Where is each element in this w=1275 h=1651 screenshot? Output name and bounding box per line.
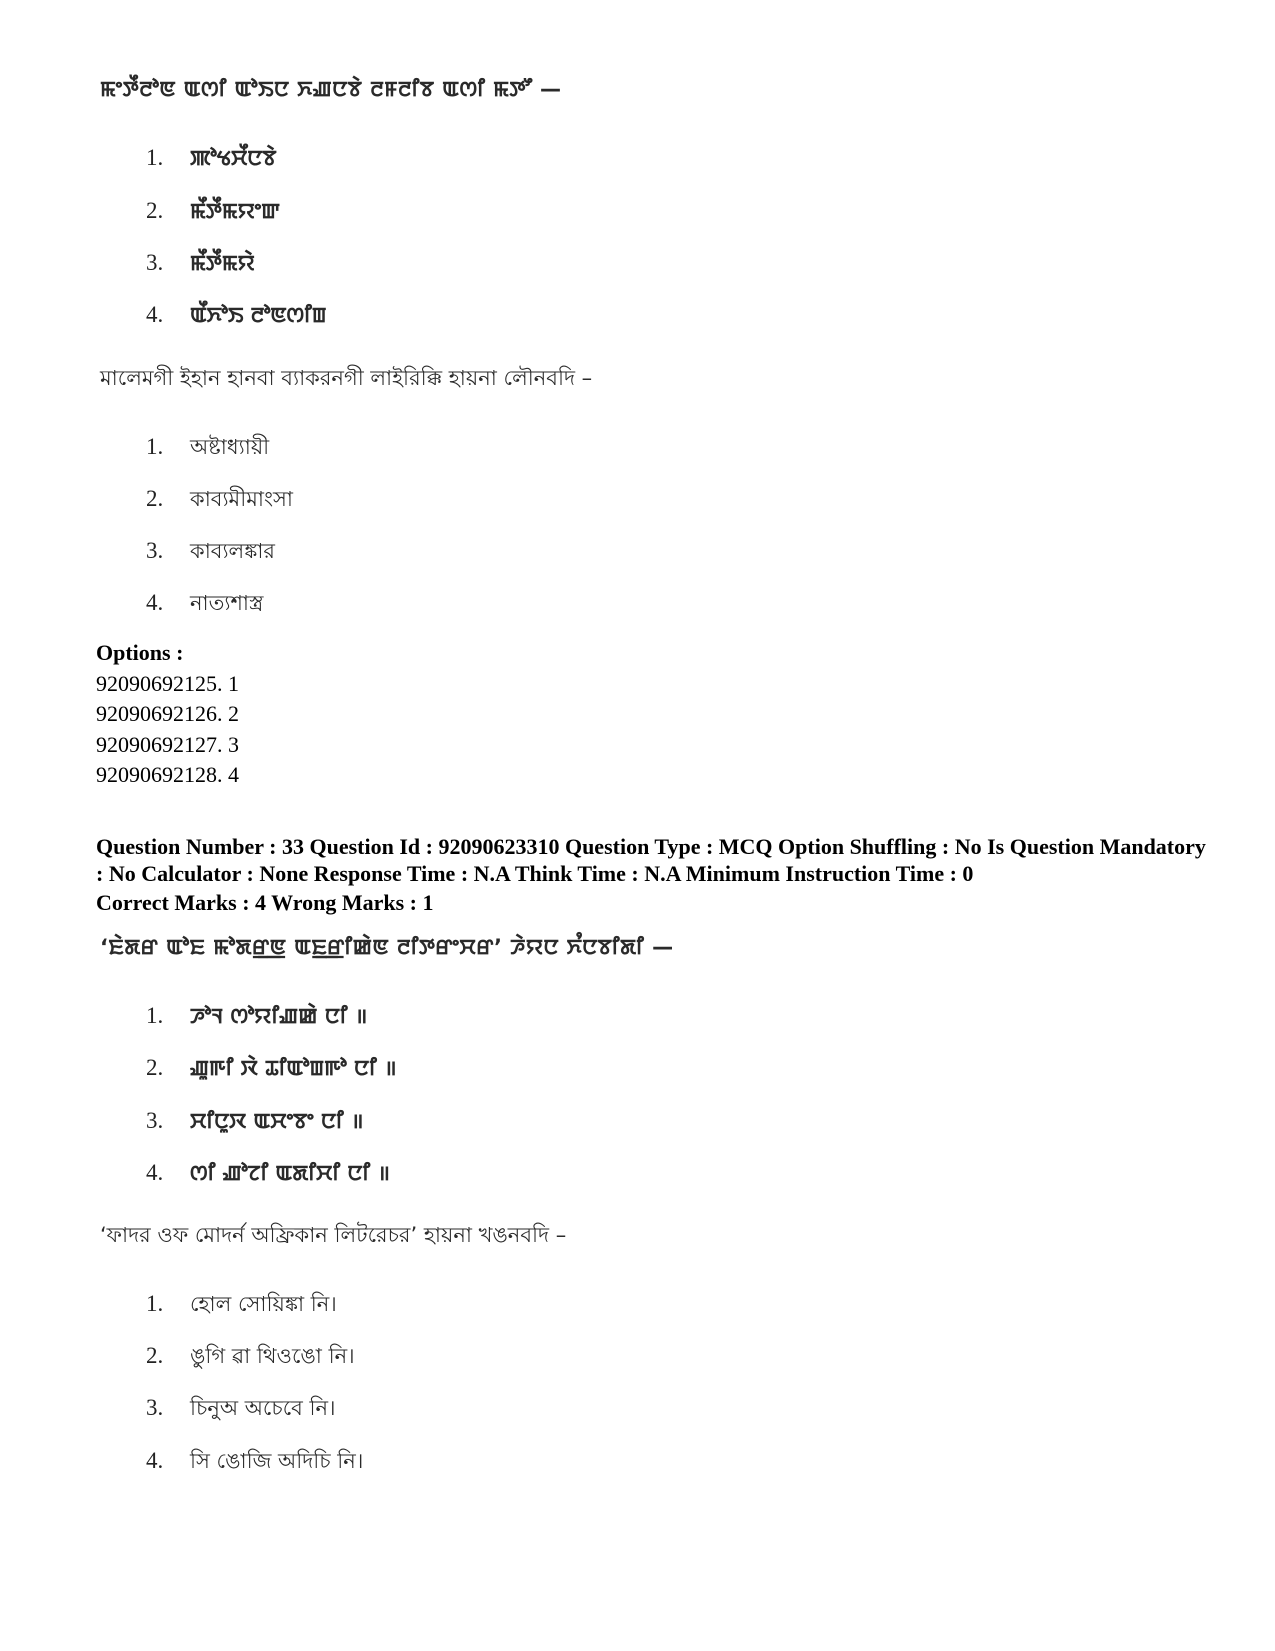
option-text: ꯆꯤꯅꯨꯋ ꯑꯆꯦꯕꯦ ꯅꯤ ॥ [190,1109,364,1133]
option-text: ꯃꯩꯇꯩꯃꯌꯥ [190,251,255,275]
option-meitei-4 [146,1158,390,1187]
option-number: 2. [146,1343,164,1368]
option-meitei-2 [146,1053,397,1082]
option-number: 3. [146,538,164,563]
option-number: 4. [146,590,164,615]
option-bengali-3 [146,1392,336,1427]
option-meitei-3 [146,248,255,277]
option-text: নাত্যশাস্ত্র [190,591,264,615]
option-number: 4. [146,1448,164,1473]
question-meitei-32: ꯃꯦꯇꯩꯂꯣꯟ ꯑꯁꯤ ꯑꯣꯏꯅ ꯈꯉꯅꯕꯥ ꯂꯝꯂꯤꯕ ꯑꯁꯤ ꯃꯇꯧ — [100,77,562,101]
option-number: 4. [146,1160,164,1185]
question-metadata: Question Number : 33 Question Id : 92090623310 Question Type : MCQ Option Shuffling : No Is Question Mandatory : No Calculator : None Response Time : N.A Think Time : N.A Minimum Instruction Time : 0 [96,834,1206,886]
option-bengali-1 [146,1288,337,1323]
option-id-2: 92090692126. 2 [96,701,239,726]
marks-info: Correct Marks : 4 Wrong Marks : 1 [96,890,434,915]
option-meitei-1 [146,143,277,172]
option-meitei-1 [146,1001,367,1030]
option-number: 4. [146,302,164,327]
option-text: ꯁꯤ ꯉꯣꯖꯤ ꯑꯗꯤꯆꯤ ꯅꯤ ॥ [190,1161,390,1185]
option-id-3: 92090692127. 3 [96,732,239,757]
option-text: ꯑꯩꯈꯣꯏ ꯂꯣꯟꯁꯤꯡ [190,303,327,327]
option-text: ꯄꯣꯠꯆꯩꯅꯕꯥ [190,146,277,170]
option-text: ꯃꯩꯇꯩꯃꯌꯦꯛ [190,199,280,223]
option-number: 2. [146,198,164,223]
question-meitei-33: ‘ꯐꯥꯗꯔ ꯑꯣꯐ ꯃꯣꯗꯔ꯭ꯟ ꯑꯐ꯭ꯔꯤꯀꯥꯟ ꯂꯤꯇꯔꯦꯆꯔ’ ꯍꯥꯌꯅ ꯈꯪꯅꯕꯤꯗꯤ — [100,935,674,959]
options-label: Options : [96,640,184,665]
option-number: 1. [146,145,164,170]
option-number: 2. [146,486,164,511]
option-number: 3. [146,1108,164,1133]
option-bengali-1 [146,431,269,466]
question-bengali-33: ‘ফাদর ওফ মোদর্ন অফ্রিকান লিটরেচর’ হায়না খঙনবদি – [100,1223,567,1247]
option-text: কাব্যমীমাংসা [190,487,293,511]
option-meitei-2 [146,196,280,225]
option-text: ঙুগি ৱা থিওঙো নি। [190,1344,355,1368]
option-meitei-3 [146,1106,363,1135]
option-id-4: 92090692128. 4 [96,762,239,787]
option-number: 1. [146,1291,164,1316]
option-bengali-2 [146,1340,355,1375]
option-bengali-3 [146,535,275,570]
option-text: হোল সোয়িঙ্কা নি। [190,1292,337,1316]
option-text: অষ্টাধ্যায়ী [190,435,270,459]
option-number: 1. [146,1003,164,1028]
option-text: চিনুঅ অচেবে নি। [190,1396,336,1420]
option-text: সি ঙোজি অদিচি নি। [190,1449,364,1473]
option-number: 1. [146,434,164,459]
option-text: ꯍꯣꯜ ꯁꯣꯌꯤꯉꯀꯥ ꯅꯤ ॥ [190,1004,368,1028]
option-number: 3. [146,250,164,275]
option-id-1: 92090692125. 1 [96,671,239,696]
option-text: কাব্যলঙ্কার [190,539,275,563]
option-meitei-4 [146,300,327,329]
option-bengali-2 [146,483,293,518]
option-bengali-4 [146,587,263,622]
option-text: ꯉꯨꯒꯤ ꯋꯥ ꯊꯤꯑꯣꯡꯒꯣ ꯅꯤ ॥ [190,1056,397,1080]
option-bengali-4 [146,1445,363,1480]
question-bengali-32: মালেমগী ইহান হানবা ব্যাকরনগী লাইরিক্কি হায়না লৌনবদি – [100,366,593,390]
option-number: 2. [146,1055,164,1080]
option-number: 3. [146,1395,164,1420]
